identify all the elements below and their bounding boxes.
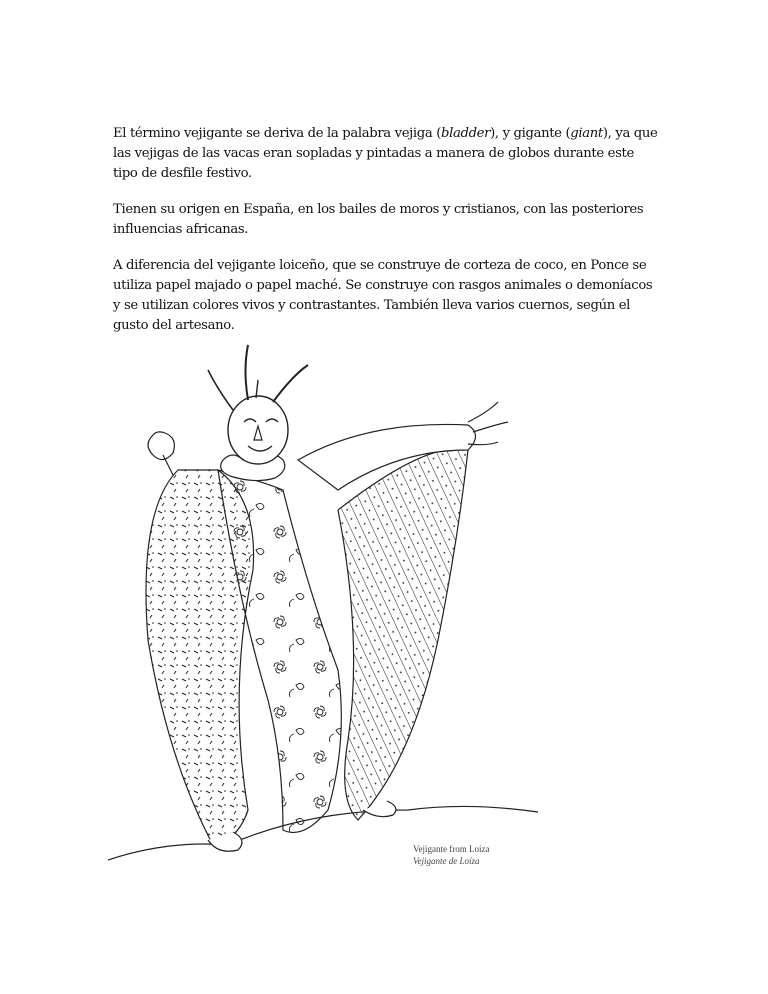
paragraph-1-term-bladder: bladder	[441, 126, 491, 141]
figure-caption	[413, 843, 489, 867]
vejigante-illustration	[108, 340, 538, 875]
caption-spanish: Vejigante de Loíza	[413, 856, 480, 866]
vejigante-drawing-icon	[108, 340, 538, 875]
paragraph-1-text-e: ), ya que las vejigas de las vacas eran sopladas y pintadas a manera de globos durante este tipo de desfile festivo.	[113, 126, 658, 181]
paragraph-1-text-a: El término vejigante se deriva de la palabra vejiga (	[113, 126, 442, 141]
paragraph-origin: Tienen su origen en España, en los bailes de moros y cristianos, con las posteriores influencias africanas.	[113, 202, 644, 237]
paragraph-1-text-c: ), y gigante (	[490, 126, 571, 141]
paragraph-etymology	[113, 124, 658, 184]
body-text	[113, 124, 658, 352]
caption-english: Vejigante from Loíza	[413, 844, 490, 854]
paragraph-ponce: A diferencia del vejigante loiceño, que se construye de corteza de coco, en Ponce se utiliza papel majado o papel maché. Se construye con rasgos animales o demoníacos y se utilizan colores vivos y contrastantes. También lleva varios cuernos, según el gusto del artesano.	[113, 258, 653, 333]
paragraph-1-term-giant: giant	[570, 126, 603, 141]
